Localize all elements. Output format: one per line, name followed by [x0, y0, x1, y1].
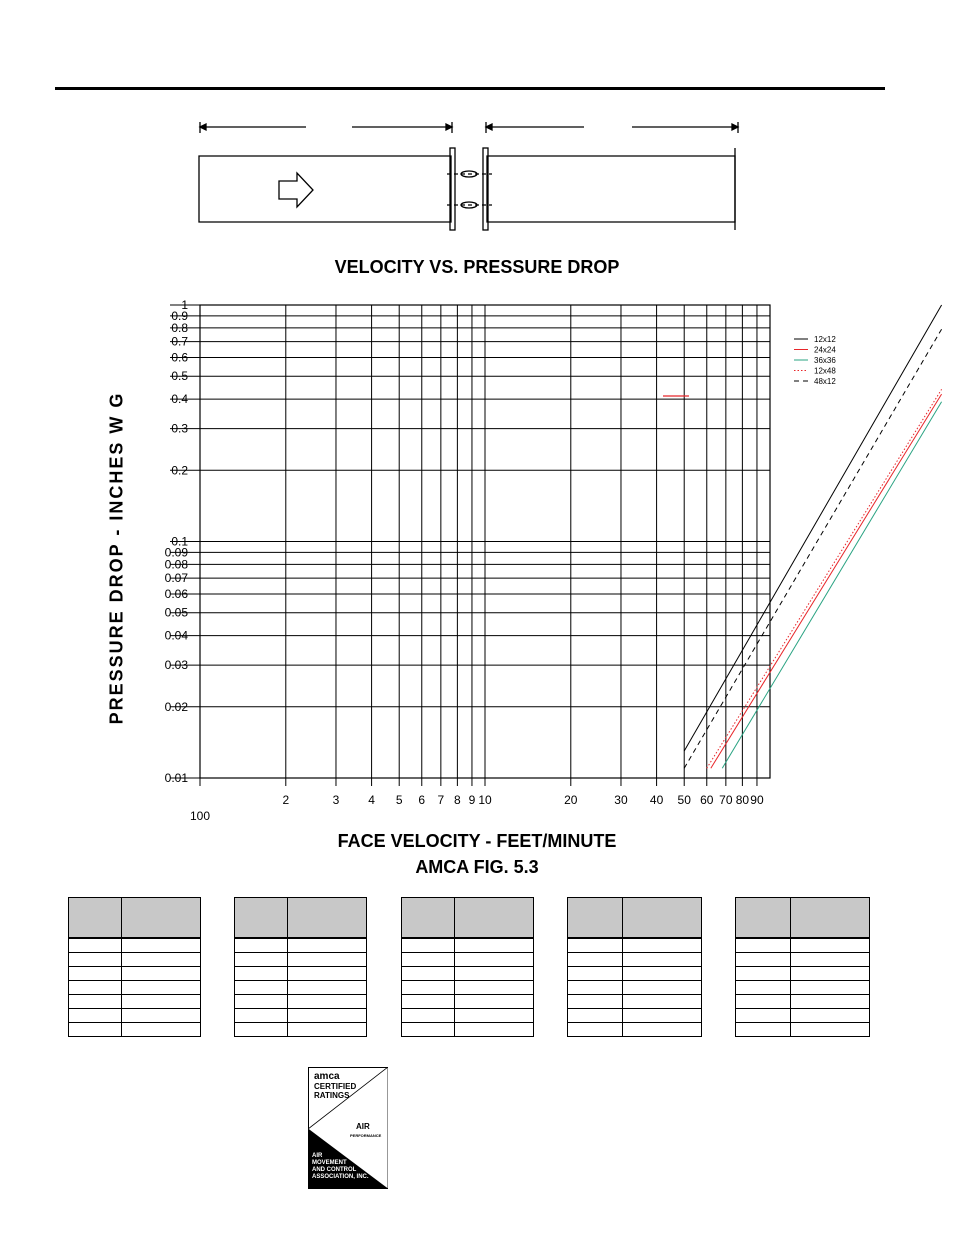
table-cell — [402, 938, 455, 953]
badge-org3: AND CONTROL — [312, 1167, 357, 1173]
y-tick-label: 0.8 — [171, 320, 188, 335]
x-axis-label: FACE VELOCITY - FEET/MINUTE — [337, 831, 617, 851]
x-tick-label: 90 — [750, 793, 764, 807]
table-cell — [791, 953, 870, 967]
table-header-row — [235, 898, 367, 939]
table-cell — [568, 1023, 623, 1037]
table-row — [235, 953, 367, 967]
table-header-cell — [402, 898, 455, 939]
table-cell — [736, 953, 791, 967]
table-row — [736, 995, 870, 1009]
table-cell — [736, 1023, 791, 1037]
table-row — [736, 1023, 870, 1037]
legend-label-24x24: 24x24 — [814, 345, 836, 355]
table-cell — [402, 967, 455, 981]
table-row — [568, 1009, 702, 1023]
table-cell — [235, 981, 288, 995]
y-tick-label: 0.9 — [171, 308, 188, 323]
x-tick-label: 7 — [437, 793, 445, 807]
table-cell — [288, 981, 367, 995]
duct-diagram — [199, 122, 738, 230]
table-row — [69, 938, 201, 953]
badge-line2: RATINGS — [314, 1091, 350, 1100]
table-cell — [69, 967, 122, 981]
table-cell — [122, 938, 201, 953]
x-tick-label: 60 — [700, 793, 714, 807]
y-tick-label: 0.6 — [171, 350, 188, 365]
series-line-12x12 — [684, 305, 941, 751]
y-tick-label: 0.1 — [171, 534, 188, 549]
chart-series — [663, 305, 942, 768]
table-cell — [455, 995, 534, 1009]
table-cell — [791, 1023, 870, 1037]
table-cell — [402, 1023, 455, 1037]
table-row — [568, 967, 702, 981]
table-cell — [235, 967, 288, 981]
table-cell — [568, 981, 623, 995]
table-row — [568, 981, 702, 995]
table-row — [402, 1009, 534, 1023]
table-cell — [623, 981, 702, 995]
table-cell — [791, 967, 870, 981]
table-cell — [736, 1009, 791, 1023]
table-cell — [623, 1009, 702, 1023]
table-cell — [69, 1023, 122, 1037]
figure-caption: AMCA FIG. 5.3 — [415, 857, 539, 877]
table-cell — [568, 1009, 623, 1023]
table-row — [568, 938, 702, 953]
table-cell — [288, 953, 367, 967]
table-row — [402, 938, 534, 953]
badge-org2: MOVEMENT — [312, 1160, 347, 1166]
table-row — [235, 967, 367, 981]
x-tick-label: 30 — [614, 793, 628, 807]
table-cell — [736, 938, 791, 953]
table-row — [402, 1023, 534, 1037]
legend-label-48x12: 48x12 — [814, 377, 836, 386]
table-row — [235, 1023, 367, 1037]
series-line-48x12 — [684, 329, 941, 768]
table-row — [736, 938, 870, 953]
chart-title: VELOCITY VS. PRESSURE DROP — [334, 257, 620, 277]
legend-label-12x12: 12x12 — [814, 335, 836, 344]
table-row — [402, 995, 534, 1009]
table-cell — [69, 938, 122, 953]
y-tick-label: 0.01 — [164, 771, 188, 785]
table-row — [235, 981, 367, 995]
table-row — [736, 967, 870, 981]
table-cell — [791, 1009, 870, 1023]
x-tick-label: 9 — [468, 793, 476, 807]
data-table — [68, 897, 201, 1037]
x-tick-label: 80 — [735, 793, 750, 807]
series-line-24x24 — [711, 394, 942, 768]
table-cell — [568, 995, 623, 1009]
y-tick-label: 0.04 — [164, 628, 188, 643]
y-axis-label: PRESSURE DROP - INCHES W G — [106, 391, 127, 725]
y-tick-label: 0.7 — [171, 334, 188, 349]
table-row — [69, 967, 201, 981]
table-cell — [402, 981, 455, 995]
badge-org4: ASSOCIATION, INC. — [312, 1174, 369, 1180]
y-tick-label: 0.05 — [164, 605, 188, 620]
table-cell — [568, 953, 623, 967]
table-cell — [235, 1023, 288, 1037]
table-cell — [455, 967, 534, 981]
table-row — [736, 953, 870, 967]
data-table — [234, 897, 367, 1037]
table-row — [402, 967, 534, 981]
x-tick-label: 50 — [677, 793, 691, 807]
table-cell — [455, 1023, 534, 1037]
table-row — [69, 995, 201, 1009]
table-cell — [288, 938, 367, 953]
x-tick-label: 3 — [332, 793, 340, 807]
y-tick-label: 0.09 — [164, 545, 188, 560]
x-tick-label: 5 — [395, 793, 403, 807]
y-tick-label: 0.06 — [164, 586, 188, 601]
table-cell — [736, 967, 791, 981]
table-cell — [122, 1023, 201, 1037]
table-header-cell — [791, 898, 870, 939]
table-cell — [69, 981, 122, 995]
table-cell — [122, 981, 201, 995]
y-tick-label: 0.03 — [164, 658, 188, 673]
x-tick-label: 40 — [649, 793, 664, 807]
legend-label-12x48: 12x48 — [814, 366, 836, 376]
table-row — [568, 953, 702, 967]
table-cell — [69, 995, 122, 1009]
chart-legend — [794, 335, 836, 386]
table-cell — [791, 938, 870, 953]
table-cell — [623, 967, 702, 981]
badge-performance: PERFORMANCE — [350, 1133, 382, 1138]
x-tick-label: 20 — [564, 793, 578, 807]
table-row — [69, 1009, 201, 1023]
table-cell — [791, 981, 870, 995]
table-header-row — [69, 898, 201, 939]
table-cell — [736, 995, 791, 1009]
table-header-cell — [455, 898, 534, 939]
table-header-cell — [623, 898, 702, 939]
amca-certified-ratings-seal — [308, 1067, 388, 1189]
table-header-cell — [288, 898, 367, 939]
table-cell — [791, 995, 870, 1009]
table-cell — [402, 1009, 455, 1023]
x-tick-label: 70 — [719, 793, 733, 807]
table-cell — [69, 953, 122, 967]
table-cell — [288, 1009, 367, 1023]
table-row — [402, 981, 534, 995]
table-header-row — [568, 898, 702, 939]
table-cell — [455, 1009, 534, 1023]
y-tick-label: 0.2 — [171, 463, 188, 478]
table-cell — [122, 1009, 201, 1023]
y-tick-label: 0.3 — [171, 421, 188, 436]
table-row — [235, 938, 367, 953]
table-cell — [288, 1023, 367, 1037]
x-tick-label: 6 — [418, 793, 426, 807]
table-cell — [235, 995, 288, 1009]
data-table — [735, 897, 870, 1037]
y-tick-label: 0.08 — [164, 557, 188, 572]
table-cell — [402, 995, 455, 1009]
table-header-cell — [69, 898, 122, 939]
y-tick-label: 1 — [181, 298, 188, 312]
table-cell — [623, 953, 702, 967]
table-cell — [736, 981, 791, 995]
table-row — [736, 981, 870, 995]
badge-brand: amca — [314, 1071, 340, 1082]
table-row — [69, 1023, 201, 1037]
table-row — [568, 1023, 702, 1037]
x-tick-label: 4 — [368, 793, 375, 807]
table-row — [69, 953, 201, 967]
x-base-label: 100 — [189, 809, 211, 823]
table-header-cell — [122, 898, 201, 939]
x-tick-label: 8 — [454, 793, 461, 807]
table-cell — [288, 967, 367, 981]
data-table — [567, 897, 702, 1037]
y-tick-label: 0.5 — [171, 369, 188, 384]
table-cell — [122, 995, 201, 1009]
table-cell — [568, 938, 623, 953]
badge-org1: AIR — [312, 1153, 323, 1159]
table-cell — [122, 967, 201, 981]
table-header-cell — [568, 898, 623, 939]
x-tick-label: 2 — [282, 793, 290, 807]
table-row — [69, 981, 201, 995]
table-cell — [122, 953, 201, 967]
table-header-cell — [235, 898, 288, 939]
data-table — [401, 897, 534, 1037]
table-cell — [235, 938, 288, 953]
chart-labels — [165, 298, 764, 823]
airflow-arrow — [279, 173, 313, 207]
y-tick-label: 0.07 — [164, 571, 188, 586]
table-header-cell — [736, 898, 791, 939]
y-tick-label: 0.02 — [164, 699, 188, 714]
table-row — [736, 1009, 870, 1023]
duct-downstream — [487, 156, 735, 222]
table-header-row — [402, 898, 534, 939]
table-cell — [235, 1009, 288, 1023]
badge-line1: CERTIFIED — [314, 1082, 357, 1091]
table-cell — [455, 938, 534, 953]
table-cell — [623, 995, 702, 1009]
table-row — [235, 995, 367, 1009]
table-cell — [568, 967, 623, 981]
table-cell — [288, 995, 367, 1009]
y-tick-label: 0.4 — [171, 392, 188, 407]
x-tick-label: 10 — [478, 793, 492, 807]
table-cell — [623, 1023, 702, 1037]
table-cell — [455, 981, 534, 995]
legend-label-36x36: 36x36 — [814, 356, 836, 365]
table-cell — [402, 953, 455, 967]
table-cell — [235, 953, 288, 967]
table-row — [235, 1009, 367, 1023]
table-cell — [69, 1009, 122, 1023]
series-line-36x36 — [722, 402, 941, 768]
chart-grid — [170, 305, 770, 786]
table-row — [568, 995, 702, 1009]
table-row — [402, 953, 534, 967]
badge-air: AIR — [356, 1122, 370, 1131]
duct-upstream — [199, 156, 451, 222]
table-header-row — [736, 898, 870, 939]
table-cell — [623, 938, 702, 953]
table-cell — [455, 953, 534, 967]
